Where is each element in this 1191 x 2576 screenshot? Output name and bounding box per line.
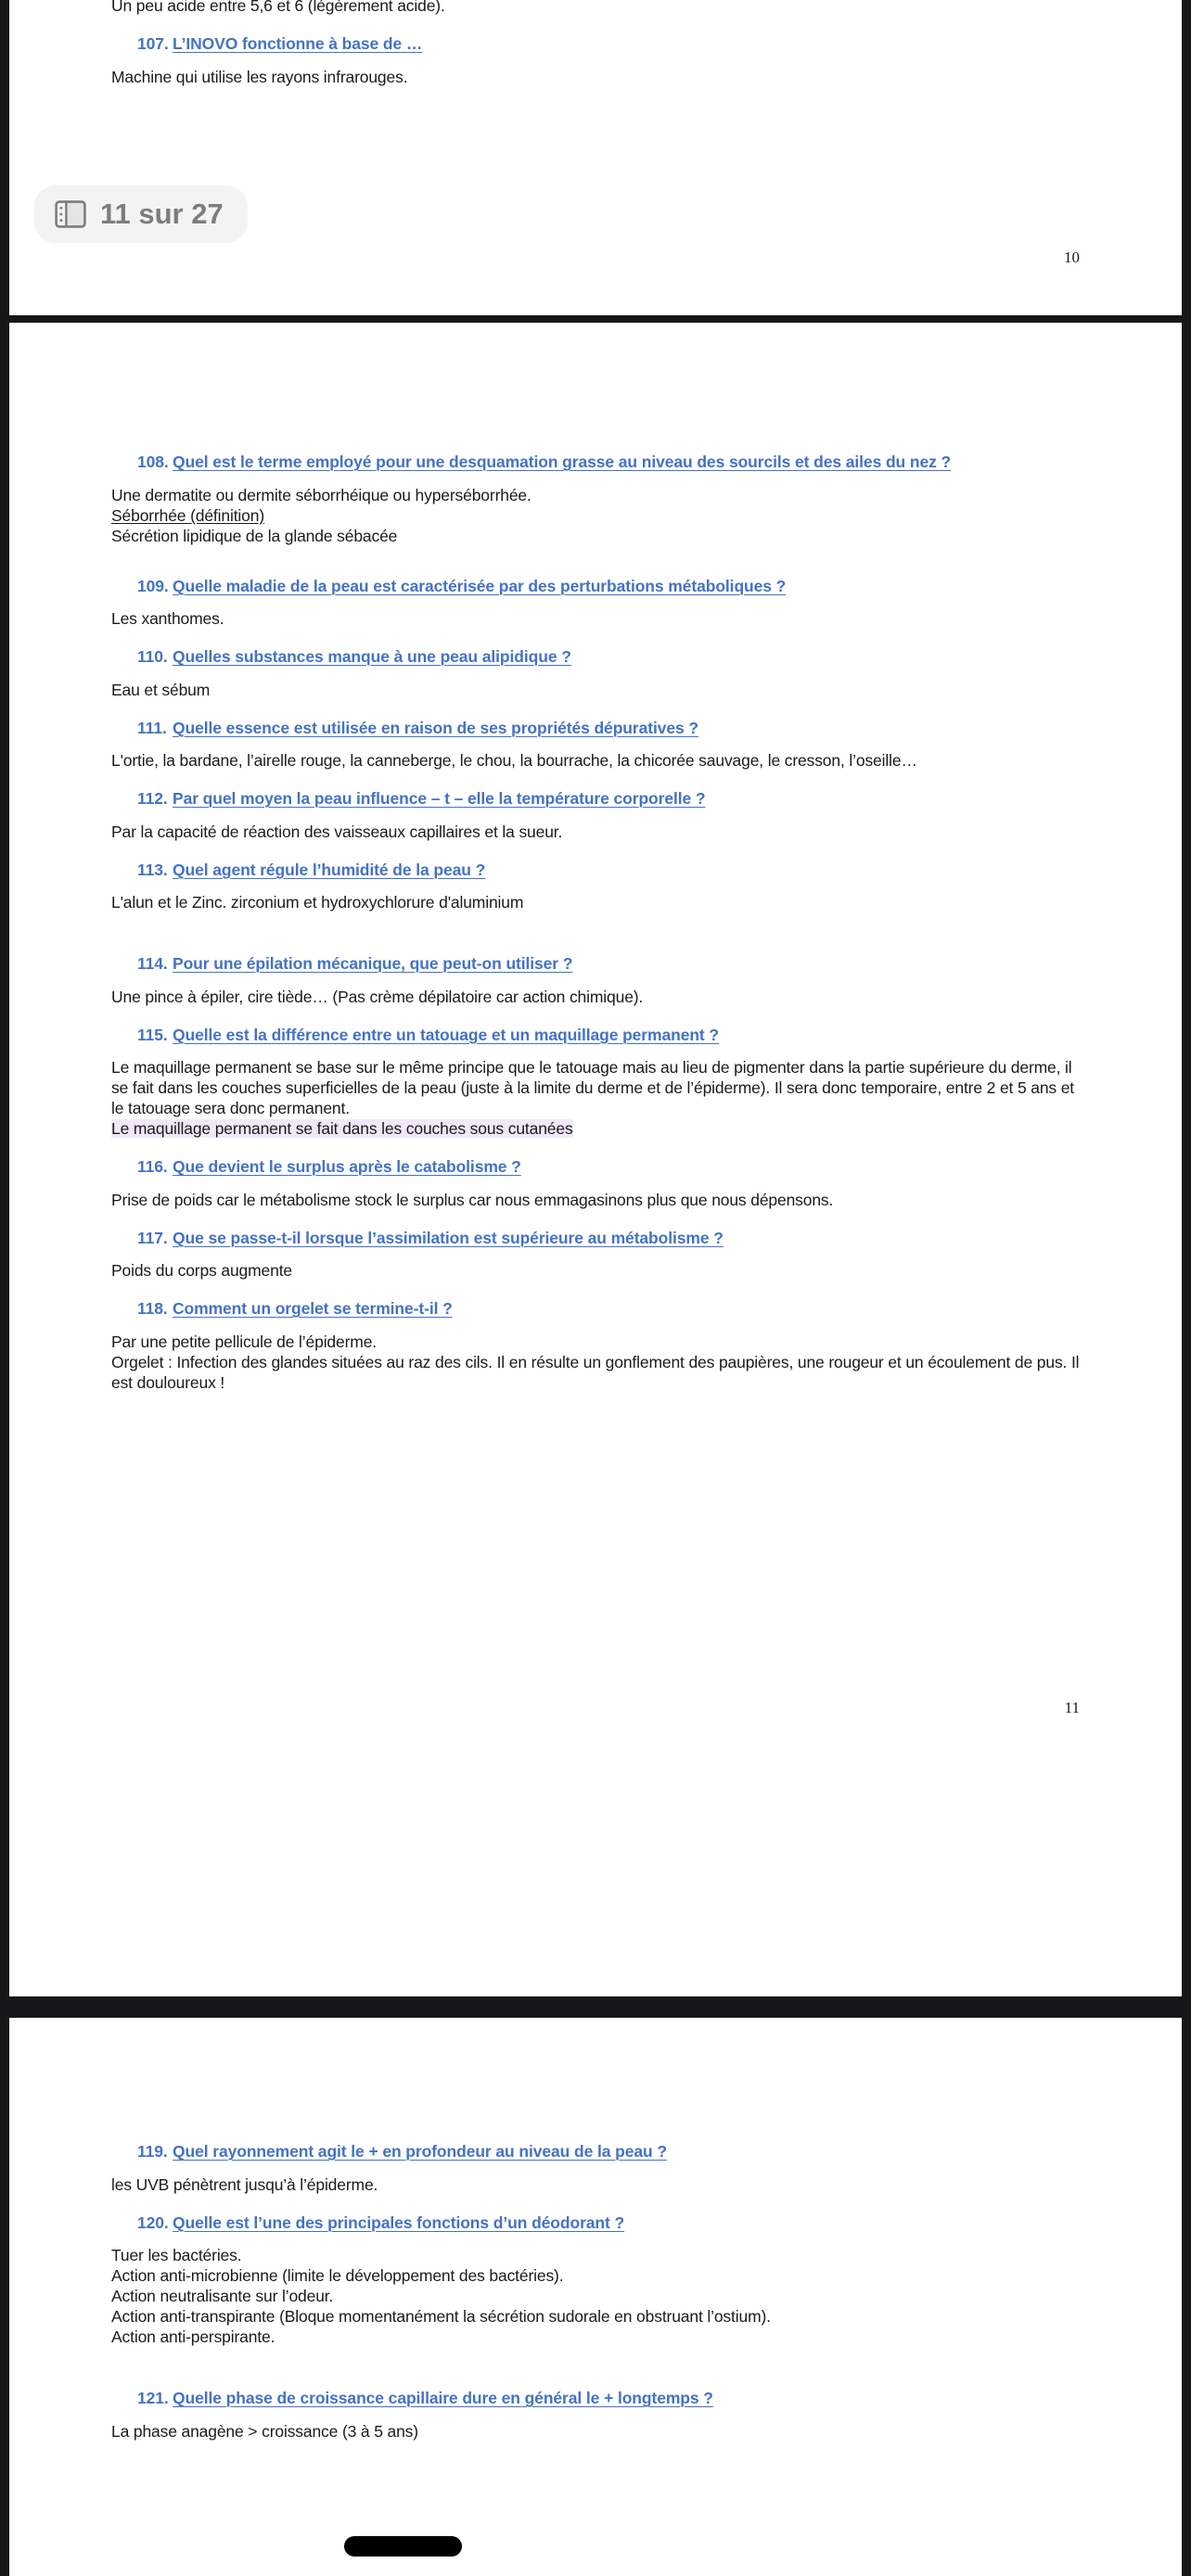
- question-text: Que se passe-t-il lorsque l’assimilation est supérieure au métabolisme ?: [173, 1228, 724, 1247]
- answer-text: Par la capacité de réaction des vaisseaux capillaires et la sueur.: [111, 822, 563, 841]
- question-text: Quelle maladie de la peau est caractérisée par des perturbations métaboliques ?: [173, 576, 787, 595]
- question-heading-118[interactable]: [111, 1299, 1080, 1320]
- answer-text: Machine qui utilise les rayons infrarouges.: [111, 67, 408, 86]
- page-folio: 10: [1064, 249, 1080, 266]
- question-text: Que devient le surplus après le catabolisme ?: [173, 1157, 521, 1176]
- question-number: 115.: [137, 1025, 168, 1044]
- question-text: Quel est le terme employé pour une desquamation grasse au niveau des sourcils et des ailes du nez ?: [173, 453, 952, 471]
- question-number: 109.: [137, 576, 169, 595]
- question-text: Quelle essence est utilisée en raison de ses propriétés dépuratives ?: [173, 718, 698, 737]
- document-page-11[interactable]: [9, 323, 1182, 1996]
- question-heading-108[interactable]: [111, 453, 1080, 473]
- question-heading-115[interactable]: [111, 1026, 1080, 1046]
- page-folio: 11: [1064, 1699, 1080, 1716]
- question-text: Quelle phase de croissance capillaire dure en général le + longtemps ?: [173, 2389, 713, 2407]
- page-indicator-label: 11 sur 27: [100, 198, 224, 230]
- question-number: 116.: [137, 1157, 168, 1176]
- question-heading-110[interactable]: [111, 647, 1080, 668]
- question-number: 114.: [137, 954, 168, 973]
- answer-text: Les xanthomes.: [111, 609, 224, 628]
- answer-text: Tuer les bactéries.: [111, 2246, 242, 2264]
- question-heading-112[interactable]: [111, 789, 1080, 810]
- question-number: 113.: [137, 860, 168, 879]
- answer-text: Action anti-perspirante.: [111, 2327, 275, 2346]
- document-page-10[interactable]: [9, 0, 1182, 315]
- answer-text: Par une petite pellicule de l’épiderme.: [111, 1332, 377, 1351]
- answer-text: Une pince à épiler, cire tiède… (Pas crème dépilatoire car action chimique).: [111, 987, 644, 1006]
- answer-text: Un peu acide entre 5,6 et 6 (légèrement acide).: [111, 0, 445, 15]
- question-number: 119.: [137, 2142, 168, 2161]
- page-panel-icon: [55, 200, 86, 228]
- question-number: 111.: [137, 718, 167, 737]
- answer-text-highlighted: Le maquillage permanent se fait dans les couches sous cutanées: [111, 1119, 573, 1138]
- answer-text: La phase anagène > croissance (3 à 5 ans): [111, 2421, 418, 2441]
- question-heading-116[interactable]: [111, 1157, 1080, 1178]
- question-heading-121[interactable]: [111, 2389, 1080, 2409]
- answer-text: Prise de poids car le métabolisme stock le surplus car nous emmagasinons plus que nous dépensons.: [111, 1190, 834, 1209]
- question-heading-120[interactable]: [111, 2213, 1080, 2234]
- question-heading-107[interactable]: [111, 34, 1080, 55]
- question-heading-114[interactable]: [111, 954, 1080, 975]
- question-text: Quelles substances manque à une peau alipidique ?: [173, 647, 571, 666]
- page-indicator-pill[interactable]: [34, 185, 248, 243]
- question-text: Quel agent régule l’humidité de la peau ?: [173, 860, 486, 879]
- answer-text-underlined: Séborrhée (définition): [111, 505, 264, 525]
- answer-text: Le maquillage permanent se base sur le même principe que le tatouage mais au lieu de pigmenter dans la partie supérieure du derme, il se fait dans les couches superficielles de la peau (juste à la limite du derme et de l’épiderme). Il sera donc temporaire, entre 2 et 5 ans et le tatouage sera donc permanent.: [111, 1058, 1075, 1117]
- answer-text: Orgelet : Infection des glandes situées au raz des cils. Il en résulte un gonflement des paupières, une rougeur et un écoulement de pus. Il est douloureux !: [111, 1352, 1080, 1392]
- question-text: Pour une épilation mécanique, que peut-on utiliser ?: [173, 954, 573, 973]
- question-heading-117[interactable]: [111, 1229, 1080, 1249]
- question-number: 118.: [137, 1299, 168, 1318]
- question-heading-109[interactable]: [111, 577, 1080, 597]
- question-number: 120.: [137, 2213, 169, 2232]
- question-number: 121.: [137, 2389, 169, 2407]
- answer-text: Une dermatite ou dermite séborrhéique ou hyperséborrhée.: [111, 485, 531, 504]
- document-page-12[interactable]: [9, 2018, 1182, 2576]
- question-text: Comment un orgelet se termine-t-il ?: [173, 1299, 453, 1318]
- question-heading-119[interactable]: [111, 2142, 1080, 2162]
- question-number: 110.: [137, 647, 168, 666]
- answer-text: L'ortie, la bardane, l’airelle rouge, la canneberge, le chou, la bourrache, la chicorée sauvage, le cresson, l’oseille…: [111, 751, 917, 770]
- question-number: 117.: [137, 1228, 168, 1247]
- question-heading-111[interactable]: [111, 719, 1080, 739]
- answer-text: L'alun et le Zinc. zirconium et hydroxychlorure d'aluminium: [111, 893, 524, 912]
- answer-text: Action anti-transpirante (Bloque momentanément la sécrétion sudorale en obstruant l’ostium).: [111, 2307, 771, 2326]
- question-heading-113[interactable]: [111, 861, 1080, 881]
- redaction-mark: [344, 2536, 462, 2557]
- answer-text: Eau et sébum: [111, 680, 211, 699]
- answer-text: Action neutralisante sur l’odeur.: [111, 2287, 334, 2305]
- answer-text: Sécrétion lipidique de la glande sébacée: [111, 526, 398, 545]
- answer-text: les UVB pénètrent jusqu’à l’épiderme.: [111, 2174, 378, 2194]
- question-text: Quelle est la différence entre un tatouage et un maquillage permanent ?: [173, 1025, 720, 1044]
- question-text: L’INOVO fonctionne à base de …: [173, 34, 423, 53]
- question-number: 107.: [137, 34, 169, 53]
- answer-text: Action anti-microbienne (limite le développement des bactéries).: [111, 2266, 564, 2285]
- answer-text: Poids du corps augmente: [111, 1261, 293, 1280]
- question-number: 108.: [137, 453, 169, 471]
- question-text: Quel rayonnement agit le + en profondeur au niveau de la peau ?: [173, 2142, 667, 2161]
- question-text: Par quel moyen la peau influence – t – elle la température corporelle ?: [173, 789, 706, 808]
- question-number: 112.: [137, 789, 168, 808]
- question-text: Quelle est l’une des principales fonctions d’un déodorant ?: [173, 2213, 625, 2232]
